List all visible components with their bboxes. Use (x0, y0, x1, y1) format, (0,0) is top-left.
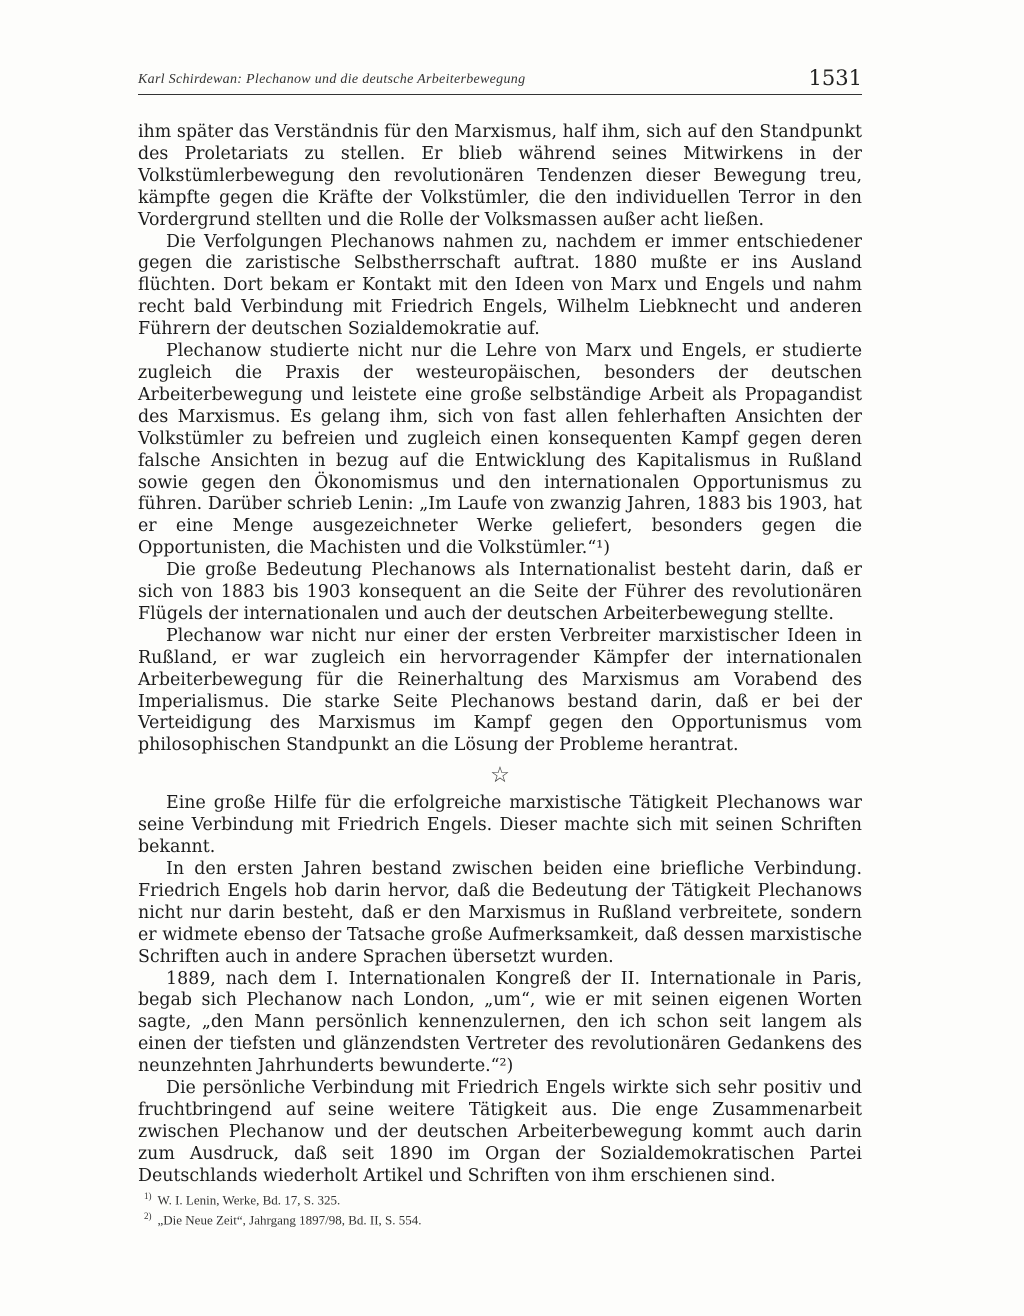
body-text (138, 122, 862, 1188)
paragraph-9: Die persönliche Verbindung mit Friedrich Engels wirkte sich sehr positiv und fruchtbringend auf seine weitere Tätigkeit aus. Die enge Zusammenarbeit zwischen Plechanow und der deutschen Arbeiterbewegung kommt auch darin zum Ausdruck, daß seit 1890 im Organ der Sozialdemokratischen Partei Deutschlands wiederholt Artikel und Schriften von ihm erschienen sind. (138, 1078, 862, 1186)
paragraph-8: 1889, nach dem I. Internationalen Kongreß der II. Internationale in Paris, begab sich Plechanow nach London, „um“, wie er mit seinen eigenen Worten sagte, „den Mann persönlich kennenzulernen, den ich schon seit langem als einen der tiefsten und glänzendsten Vertreter des revolutionären Gedankens des neunzehnten Jahrhunderts bewunderte.“²) (138, 968, 862, 1077)
paragraph-1: ihm später das Verständnis für den Marxismus, half ihm, sich auf den Standpunkt des Proletariats zu stellen. Er blieb während seines Mitwirkens in der Volkstümlerbewegung den revolutionären Tendenzen dieser Bewegung treu, kämpfte gegen die Kräfte der Volkstümler, die den individuellen Terror in den Vordergrund stellten und die Rolle der Volksmassen außer acht ließen. (138, 122, 862, 230)
footnote-2 (138, 1208, 862, 1228)
page-number: 1531 (808, 66, 862, 90)
page-header (138, 66, 862, 95)
footnote-1-mark: 1) (144, 1191, 152, 1201)
paragraph-5: Plechanow war nicht nur einer der ersten Verbreiter marxistischer Ideen in Rußland, er war zugleich ein hervorragender Kämpfer der internationalen Arbeiterbewegung für die Reinerhaltung des Marxismus am Vorabend des Imperialismus. Die starke Seite Plechanows bestand darin, daß er bei der Verteidigung des Marxismus im Kampf gegen den Opportunismus vom philosophischen Standpunkt an die Lösung der Probleme herantrat. (138, 625, 862, 756)
footnote-2-mark: 2) (144, 1211, 152, 1222)
paragraph-7: In den ersten Jahren bestand zwischen beiden eine briefliche Verbindung. Friedrich Engels hob darin hervor, daß die Bedeutung der Tätigkeit Plechanows nicht nur darin besteht, daß er den Marxismus in Rußland verbreitete, sondern er widmete ebenso der Tatsache große Aufmerksamkeit, daß dessen marxistische Schriften auch in andere Sprachen übersetzt wurden. (138, 859, 862, 967)
footnote-2-text: „Die Neue Zeit“, Jahrgang 1897/98, Bd. II, S. 554. (157, 1212, 422, 1228)
paragraph-6: Eine große Hilfe für die erfolgreiche marxistische Tätigkeit Plechanows war seine Verbindung mit Friedrich Engels. Dieser machte sich mit seinen Schriften bekannt. (138, 793, 862, 858)
section-divider-star-icon: ☆ (490, 763, 510, 789)
footnotes (138, 1188, 862, 1229)
running-title: Karl Schirdewan: Plechanow und die deutsche Arbeiterbewegung (138, 72, 526, 87)
footnote-1 (138, 1188, 862, 1208)
footnote-1-text: W. I. Lenin, Werke, Bd. 17, S. 325. (157, 1192, 341, 1208)
paragraph-2: Die Verfolgungen Plechanows nahmen zu, nachdem er immer entschiedener gegen die zaristische Selbstherrschaft auftrat. 1880 mußte er ins Ausland flüchten. Dort bekam er Kontakt mit den Ideen von Marx und Engels und nahm recht bald Verbindung mit Friedrich Engels, Wilhelm Liebknecht und anderen Führern der deutschen Sozialdemokratie auf. (138, 231, 862, 340)
paragraph-4: Die große Bedeutung Plechanows als Internationalist besteht darin, daß er sich von 1883 bis 1903 konsequent an die Seite der Führer des revolutionären Flügels der internationalen und auch der deutschen Arbeiterbewegung stellte. (138, 560, 862, 624)
paragraph-3: Plechanow studierte nicht nur die Lehre von Marx und Engels, er studierte zugleich die Praxis der westeuropäischen, besonders der deutschen Arbeiterbewegung und leistete eine große selbständige Arbeit als Propagandist des Marxismus. Es gelang ihm, sich von fast allen fehlerhaften Ansichten der Volkstümler zu befreien und zugleich einen konsequenten Kampf gegen deren falsche Ansichten in bezug auf die Entwicklung des Kapitalismus in Rußland sowie gegen den Ökonomismus und den internationalen Opportunismus zu führen. Darüber schrieb Lenin: „Im Laufe von zwanzig Jahren, 1883 bis 1903, hat er eine Menge ausgezeichneter Werke geliefert, besonders gegen die Opportunisten, die Machisten und die Volkstümler.“¹) (138, 341, 862, 559)
